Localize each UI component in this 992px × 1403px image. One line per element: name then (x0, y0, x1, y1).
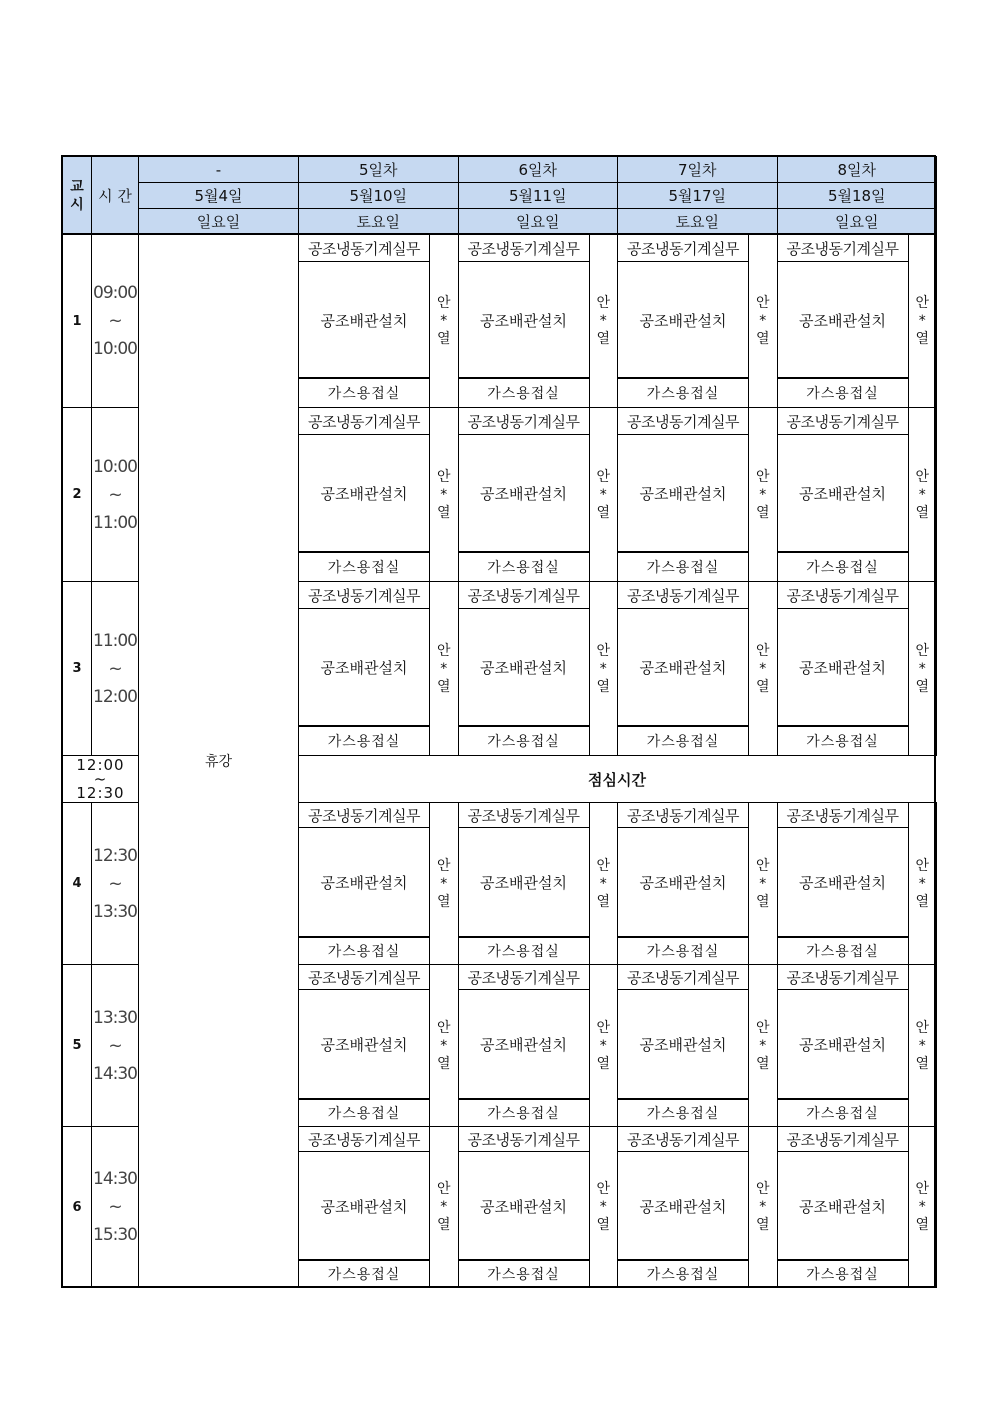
session-subject: 공조냉동기계실무 (617, 407, 749, 435)
session-side-note (748, 581, 778, 756)
session-topic: 공조배관설치 (298, 989, 430, 1100)
session-subject: 공조냉동기계실무 (617, 1126, 749, 1152)
day-date: 5월18일 (777, 182, 938, 209)
side-char: 열 (436, 1055, 451, 1072)
session-subject: 공조냉동기계실무 (777, 964, 909, 990)
period-number: 5 (62, 964, 92, 1127)
side-char: 열 (596, 678, 611, 695)
session-side-note (429, 802, 459, 965)
side-char: 안 (436, 468, 451, 485)
session-room: 가스용접실 (617, 936, 749, 965)
time-start: 11:00 (93, 630, 137, 651)
side-char: * (918, 875, 926, 892)
side-char: 안 (755, 1181, 770, 1197)
session-topic: 공조배관설치 (458, 261, 590, 379)
side-char: 안 (596, 857, 611, 874)
session-subject: 공조냉동기계실무 (617, 964, 749, 990)
session-room: 가스용접실 (777, 551, 909, 582)
side-char: 안 (596, 295, 611, 311)
side-char: 안 (596, 1019, 611, 1036)
time-header: 시 간 (91, 156, 139, 235)
session-room: 가스용접실 (298, 551, 430, 582)
day-weekday: 일요일 (138, 208, 299, 235)
session-subject: 공조냉동기계실무 (298, 1126, 430, 1152)
side-char: 열 (755, 893, 770, 910)
session-subject: 공조냉동기계실무 (458, 234, 590, 262)
session-subject: 공조냉동기계실무 (298, 964, 430, 990)
session-room: 가스용접실 (458, 725, 590, 756)
session-side-note (429, 964, 459, 1127)
side-char: 안 (596, 642, 611, 659)
side-char: 안 (915, 295, 930, 311)
session-subject: 공조냉동기계실무 (617, 802, 749, 828)
time-end: 10:00 (93, 339, 137, 359)
side-char: 열 (755, 678, 770, 695)
session-side-note (429, 581, 459, 756)
side-char: 열 (596, 1217, 611, 1233)
side-char: * (918, 1199, 926, 1215)
side-char: 안 (915, 857, 930, 874)
lunch-end: 12:30 (76, 784, 125, 802)
side-char: 안 (436, 1019, 451, 1036)
session-topic: 공조배관설치 (458, 608, 590, 727)
session-topic: 공조배관설치 (617, 608, 749, 727)
session-room: 가스용접실 (777, 377, 909, 408)
side-char: * (759, 1199, 767, 1215)
session-room: 가스용접실 (458, 551, 590, 582)
time-sep: ~ (108, 484, 122, 505)
time-end: 13:30 (93, 901, 137, 922)
session-topic: 공조배관설치 (777, 608, 909, 727)
period-time (91, 234, 139, 408)
header-divider (62, 233, 936, 235)
side-char: 열 (596, 1055, 611, 1072)
session-subject: 공조냉동기계실무 (298, 407, 430, 435)
time-sep: ~ (108, 873, 122, 894)
session-subject: 공조냉동기계실무 (777, 234, 909, 262)
session-room: 가스용접실 (777, 725, 909, 756)
session-side-note (908, 964, 938, 1127)
session-side-note (748, 234, 778, 408)
side-char: 열 (596, 331, 611, 347)
day-number: 5일차 (298, 156, 459, 183)
side-char: 안 (915, 1181, 930, 1197)
session-side-note (908, 581, 938, 756)
side-char: * (599, 1037, 607, 1054)
side-char: * (440, 1037, 448, 1054)
session-topic: 공조배관설치 (298, 1151, 430, 1261)
day-date: 5월11일 (458, 182, 619, 209)
side-char: 안 (755, 468, 770, 485)
day-date: 5월17일 (617, 182, 778, 209)
side-char: * (599, 1199, 607, 1215)
session-topic: 공조배관설치 (777, 1151, 909, 1261)
session-subject: 공조냉동기계실무 (777, 1126, 909, 1152)
gyosi-header (62, 156, 92, 235)
side-char: 열 (596, 504, 611, 521)
side-char: * (918, 486, 926, 503)
day-number: 8일차 (777, 156, 938, 183)
session-side-note (908, 802, 938, 965)
period-time (91, 1126, 139, 1288)
session-subject: 공조냉동기계실무 (458, 581, 590, 609)
session-subject: 공조냉동기계실무 (298, 802, 430, 828)
session-side-note (908, 1126, 938, 1288)
session-room: 가스용접실 (298, 936, 430, 965)
lunch-time (62, 755, 139, 803)
side-char: 열 (436, 678, 451, 695)
lunch-sep: ~ (93, 770, 108, 788)
session-room: 가스용접실 (617, 377, 749, 408)
day-weekday: 일요일 (458, 208, 619, 235)
session-side-note (589, 407, 619, 582)
session-subject: 공조냉동기계실무 (458, 802, 590, 828)
session-side-note (589, 581, 619, 756)
session-topic: 공조배관설치 (777, 827, 909, 938)
lunch-label: 점심시간 (298, 755, 936, 803)
lunch-start: 12:00 (76, 756, 125, 774)
session-topic: 공조배관설치 (617, 434, 749, 553)
time-end: 15:30 (93, 1225, 137, 1245)
time-end: 12:00 (93, 686, 137, 707)
session-side-note (589, 802, 619, 965)
session-topic: 공조배관설치 (458, 827, 590, 938)
session-topic: 공조배관설치 (617, 261, 749, 379)
session-subject: 공조냉동기계실무 (777, 581, 909, 609)
session-subject: 공조냉동기계실무 (298, 234, 430, 262)
session-room: 가스용접실 (617, 725, 749, 756)
side-char: 안 (755, 1019, 770, 1036)
session-side-note (748, 964, 778, 1127)
session-room: 가스용접실 (458, 1098, 590, 1127)
side-char: 열 (755, 1055, 770, 1072)
time-start: 12:30 (93, 845, 137, 866)
session-side-note (429, 407, 459, 582)
side-char: * (440, 660, 448, 677)
side-char: * (599, 313, 607, 329)
side-char: * (440, 875, 448, 892)
day-weekday: 토요일 (617, 208, 778, 235)
day-number: 7일차 (617, 156, 778, 183)
side-char: 열 (915, 1055, 930, 1072)
period-number: 1 (62, 234, 92, 408)
side-char: 안 (596, 468, 611, 485)
side-char: * (759, 660, 767, 677)
session-topic: 공조배관설치 (617, 989, 749, 1100)
day-date: 5월10일 (298, 182, 459, 209)
text-line: 시 (70, 196, 84, 213)
rest-cell: 휴강 (138, 234, 299, 1288)
session-topic: 공조배관설치 (298, 827, 430, 938)
side-char: 열 (755, 1217, 770, 1233)
side-char: * (918, 313, 926, 329)
session-room: 가스용접실 (458, 377, 590, 408)
session-room: 가스용접실 (777, 1259, 909, 1288)
time-sep: ~ (108, 1197, 122, 1217)
session-room: 가스용접실 (617, 1098, 749, 1127)
session-topic: 공조배관설치 (617, 827, 749, 938)
period-number: 4 (62, 802, 92, 965)
text-line: 교 (70, 178, 84, 195)
side-char: * (599, 875, 607, 892)
session-room: 가스용접실 (298, 1098, 430, 1127)
side-char: * (440, 1199, 448, 1215)
session-topic: 공조배관설치 (298, 434, 430, 553)
session-side-note (908, 407, 938, 582)
session-subject: 공조냉동기계실무 (617, 234, 749, 262)
session-topic: 공조배관설치 (458, 1151, 590, 1261)
side-char: * (759, 486, 767, 503)
period-time (91, 802, 139, 965)
period-number: 2 (62, 407, 92, 582)
side-char: 열 (915, 1217, 930, 1233)
day-number: - (138, 156, 299, 183)
session-room: 가스용접실 (458, 936, 590, 965)
side-char: 안 (436, 642, 451, 659)
time-sep: ~ (108, 311, 122, 331)
side-char: 안 (915, 1019, 930, 1036)
side-char: 안 (436, 857, 451, 874)
side-char: * (759, 875, 767, 892)
side-char: 안 (915, 642, 930, 659)
session-topic: 공조배관설치 (458, 434, 590, 553)
session-side-note (908, 234, 938, 408)
side-char: * (599, 486, 607, 503)
day-weekday: 토요일 (298, 208, 459, 235)
side-char: 열 (915, 678, 930, 695)
side-char: * (918, 660, 926, 677)
session-room: 가스용접실 (617, 551, 749, 582)
side-char: 열 (915, 893, 930, 910)
side-char: 열 (755, 331, 770, 347)
side-char: 안 (436, 295, 451, 311)
period-time (91, 407, 139, 582)
session-side-note (429, 1126, 459, 1288)
session-side-note (748, 802, 778, 965)
day-weekday: 일요일 (777, 208, 938, 235)
session-subject: 공조냉동기계실무 (458, 964, 590, 990)
session-side-note (748, 1126, 778, 1288)
time-start: 14:30 (93, 1169, 137, 1189)
side-char: * (440, 313, 448, 329)
session-room: 가스용접실 (458, 1259, 590, 1288)
session-side-note (589, 964, 619, 1127)
day-date: 5월4일 (138, 182, 299, 209)
side-char: 열 (915, 504, 930, 521)
period-number: 3 (62, 581, 92, 756)
session-room: 가스용접실 (617, 1259, 749, 1288)
session-room: 가스용접실 (298, 725, 430, 756)
side-char: * (599, 660, 607, 677)
side-char: 열 (436, 504, 451, 521)
session-subject: 공조냉동기계실무 (298, 581, 430, 609)
side-char: 열 (915, 331, 930, 347)
session-topic: 공조배관설치 (617, 1151, 749, 1261)
session-side-note (589, 234, 619, 408)
period-time (91, 581, 139, 756)
time-end: 14:30 (93, 1063, 137, 1084)
period-time (91, 964, 139, 1127)
session-topic: 공조배관설치 (458, 989, 590, 1100)
side-char: * (918, 1037, 926, 1054)
side-char: 안 (755, 295, 770, 311)
side-char: 열 (436, 1217, 451, 1233)
session-subject: 공조냉동기계실무 (458, 407, 590, 435)
side-char: 열 (436, 331, 451, 347)
side-char: * (759, 1037, 767, 1054)
period-number: 6 (62, 1126, 92, 1288)
session-topic: 공조배관설치 (298, 608, 430, 727)
session-topic: 공조배관설치 (777, 989, 909, 1100)
session-room: 가스용접실 (298, 1259, 430, 1288)
session-topic: 공조배관설치 (298, 261, 430, 379)
time-sep: ~ (108, 658, 122, 679)
session-subject: 공조냉동기계실무 (617, 581, 749, 609)
session-side-note (748, 407, 778, 582)
side-char: 안 (436, 1181, 451, 1197)
time-start: 13:30 (93, 1007, 137, 1028)
side-char: 열 (436, 893, 451, 910)
session-side-note (429, 234, 459, 408)
side-char: * (759, 313, 767, 329)
session-side-note (589, 1126, 619, 1288)
time-sep: ~ (108, 1035, 122, 1056)
session-room: 가스용접실 (777, 936, 909, 965)
session-room: 가스용접실 (298, 377, 430, 408)
side-char: 안 (596, 1181, 611, 1197)
session-topic: 공조배관설치 (777, 261, 909, 379)
time-start: 09:00 (93, 283, 137, 303)
time-end: 11:00 (93, 512, 137, 533)
session-room: 가스용접실 (777, 1098, 909, 1127)
side-char: 안 (755, 857, 770, 874)
side-char: 안 (755, 642, 770, 659)
session-topic: 공조배관설치 (777, 434, 909, 553)
side-char: 열 (755, 504, 770, 521)
session-subject: 공조냉동기계실무 (458, 1126, 590, 1152)
session-subject: 공조냉동기계실무 (777, 407, 909, 435)
time-start: 10:00 (93, 456, 137, 477)
session-subject: 공조냉동기계실무 (777, 802, 909, 828)
side-char: 안 (915, 468, 930, 485)
side-char: * (440, 486, 448, 503)
side-char: 열 (596, 893, 611, 910)
day-number: 6일차 (458, 156, 619, 183)
